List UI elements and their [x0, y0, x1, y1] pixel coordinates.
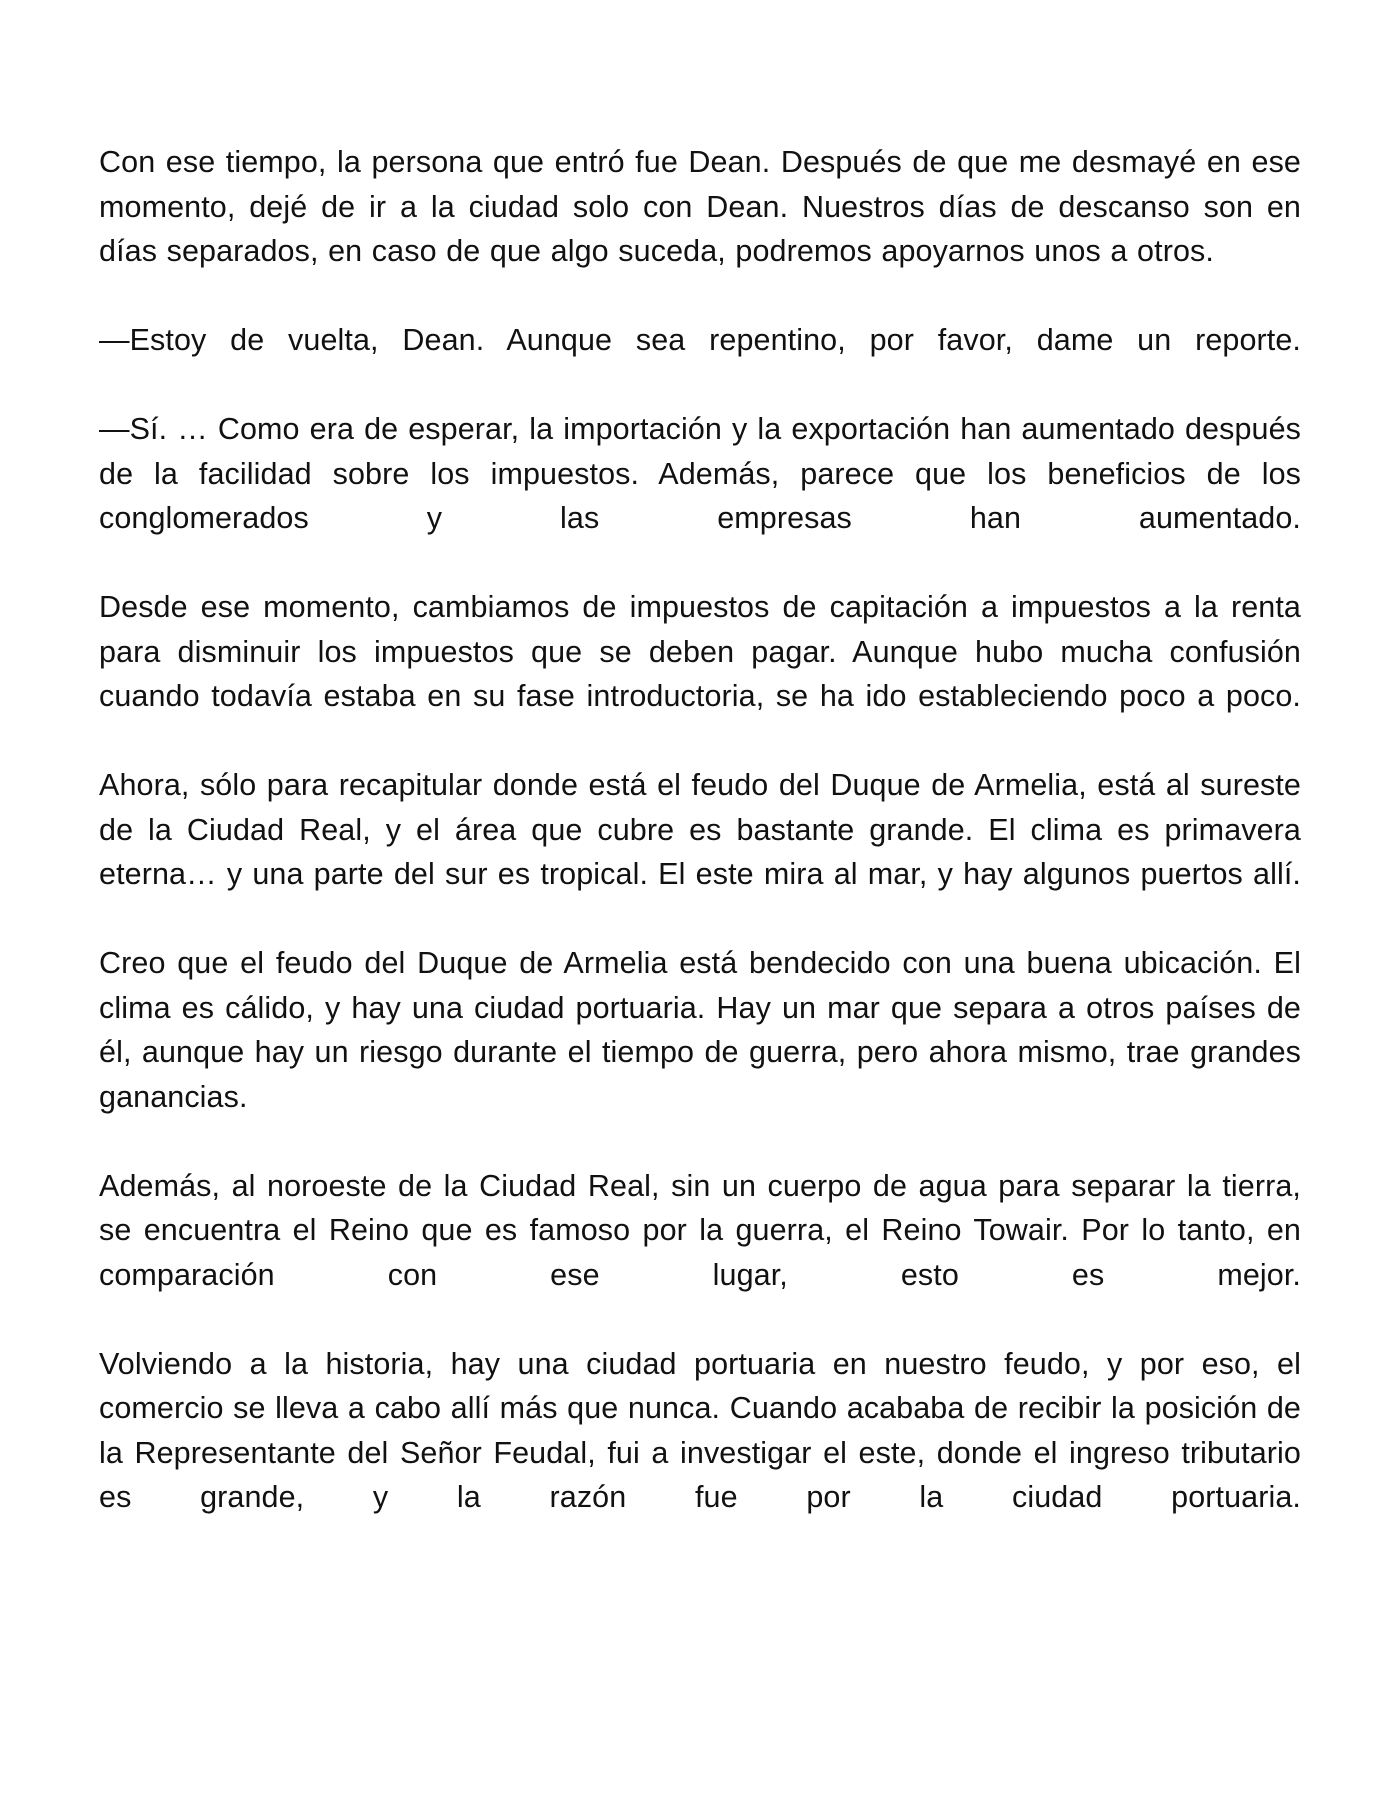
- paragraph-3: —Sí. … Como era de esperar, la importación y la exportación han aumentado después de la facilidad sobre los impuestos. Además, parece que los beneficios de los conglomerados y las empresas han aumentado.: [99, 412, 1301, 535]
- paragraph-8: Volviendo a la historia, hay una ciudad portuaria en nuestro feudo, y por eso, el comercio se lleva a cabo allí más que nunca. Cuando acababa de recibir la posición de la Representante del Señor Feudal, fui a investigar el este, donde el ingreso tributario es grande, y la razón fue por la ciudad portuaria.: [99, 1346, 1301, 1514]
- paragraph-2: —Estoy de vuelta, Dean. Aunque sea repentino, por favor, dame un reporte.: [99, 323, 1301, 357]
- paragraph-6: Creo que el feudo del Duque de Armelia está bendecido con una buena ubicación. El clima es cálido, y hay una ciudad portuaria. Hay un mar que separa a otros países de él, aunque hay un riesgo durante el tiempo de guerra, pero ahora mismo, trae grandes ganancias.: [99, 946, 1301, 1114]
- paragraph-5: Ahora, sólo para recapitular donde está el feudo del Duque de Armelia, está al sureste de la Ciudad Real, y el área que cubre es bastante grande. El clima es primavera eterna… y una parte del sur es tropical. El este mira al mar, y hay algunos puertos allí.: [99, 768, 1301, 891]
- paragraph-7: Además, al noroeste de la Ciudad Real, sin un cuerpo de agua para separar la tierra, se encuentra el Reino que es famoso por la guerra, el Reino Towair. Por lo tanto, en comparación con ese lugar, esto es mejor.: [99, 1168, 1301, 1292]
- paragraph-1: Con ese tiempo, la persona que entró fue Dean. Después de que me desmayé en ese momento, dejé de ir a la ciudad solo con Dean. Nuestros días de descanso son en días separados, en caso de que algo suceda, podremos apoyarnos unos a otros.: [99, 145, 1301, 268]
- paragraph-4: Desde ese momento, cambiamos de impuestos de capitación a impuestos a la renta para disminuir los impuestos que se deben pagar. Aunque hubo mucha confusión cuando todavía estaba en su fase introductoria, se ha ido estableciendo poco a poco.: [99, 590, 1301, 713]
